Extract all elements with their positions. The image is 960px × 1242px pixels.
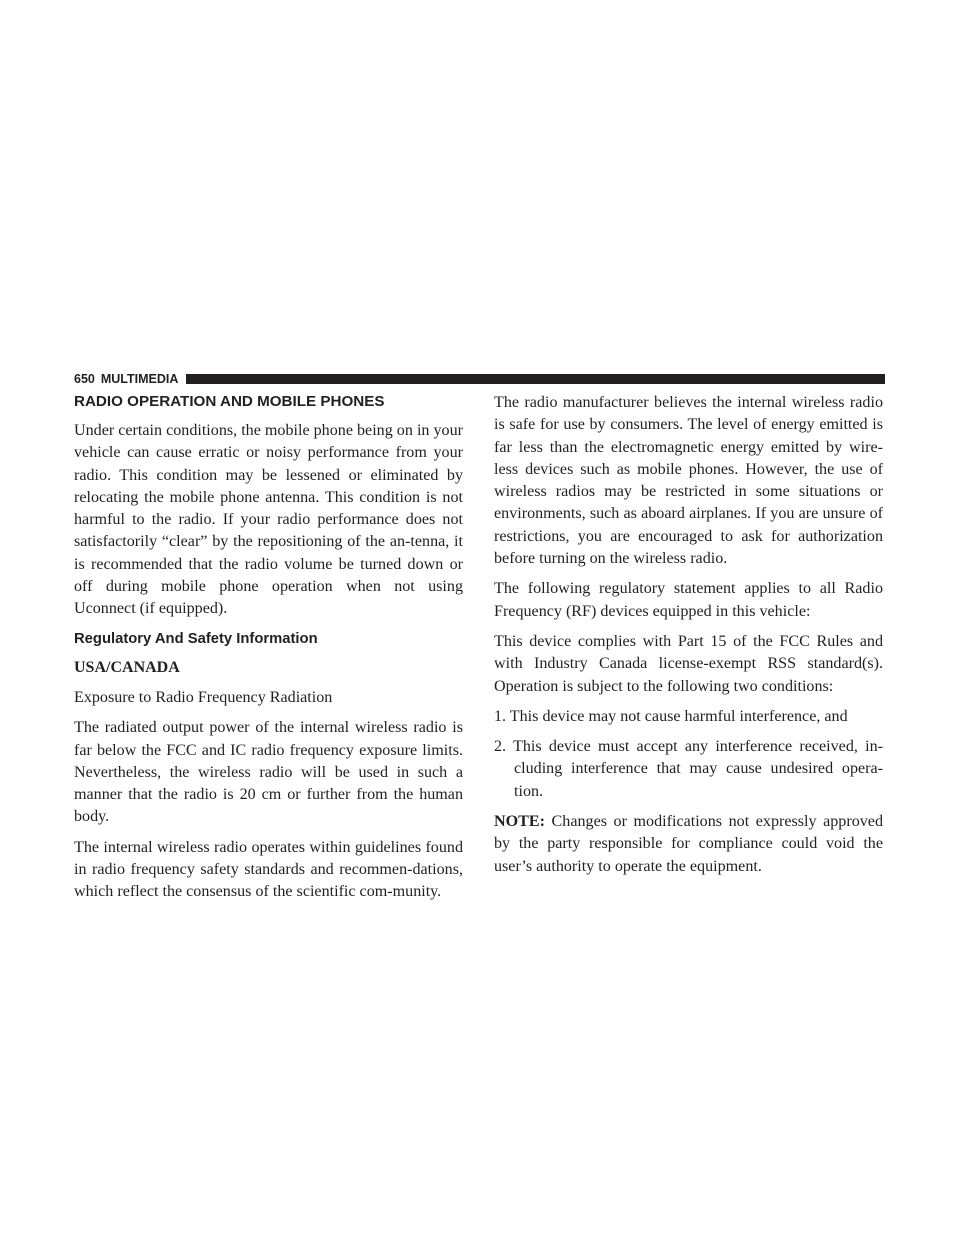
section-name: MULTIMEDIA bbox=[100, 372, 179, 386]
subsection-title: Regulatory And Safety Information bbox=[74, 630, 318, 647]
compliance-paragraph: This device complies with Part 15 of the FCC Rules and with Industry Canada license-exempt RSS standard(s). Operation is subject to the following two conditions: bbox=[494, 632, 883, 695]
note-paragraph bbox=[494, 811, 883, 878]
page-number: 650 bbox=[74, 372, 95, 386]
note-label: NOTE: bbox=[494, 813, 545, 831]
page-header bbox=[74, 372, 885, 386]
manufacturer-paragraph: The radio manufacturer believes the internal wireless radio is safe for use by consumers. The level of energy emitted is far less than the electromagnetic energy emitted by wire-less devices such as mobile phones. However, the use of wireless radios may be restricted in some situations or environments, such as aboard airplanes. If you are unsure of restrictions, you are encouraged to ask for authorization before turning on the wireless radio. bbox=[494, 394, 883, 568]
guidelines-paragraph: The internal wireless radio operates within guidelines found in radio frequency safety standards and recommen-dations, which reflect the consensus of the scientific com-munity. bbox=[74, 838, 463, 901]
list-item: 1. This device may not cause harmful interference, and bbox=[494, 707, 848, 725]
statement-intro: The following regulatory statement applies to all Radio Frequency (RF) devices equipped in this vehicle: bbox=[494, 580, 883, 620]
right-column bbox=[494, 392, 883, 886]
section-title: RADIO OPERATION AND MOBILE PHONES bbox=[74, 393, 385, 410]
conditions-list bbox=[494, 706, 883, 803]
intro-paragraph: Under certain conditions, the mobile phone being on in your vehicle can cause erratic or noisy performance from your radio. This condition may be lessened or eliminated by relocating the mobile phone antenna. This condition is not harmful to the radio. If your radio performance does not satisfactorily “clear” by the repositioning of the an-tenna, it is recommended that the radio volume be turned down or off during mobile phone operation when not using Uconnect (if equipped). bbox=[74, 422, 463, 618]
exposure-heading: Exposure to Radio Frequency Radiation bbox=[74, 688, 333, 706]
list-item: 2. This device must accept any interference received, in-cluding interference that may cause undesired opera-tion. bbox=[494, 738, 883, 800]
left-column bbox=[74, 392, 463, 912]
region-heading: USA/CANADA bbox=[74, 658, 180, 676]
header-rule bbox=[186, 374, 885, 384]
exposure-paragraph: The radiated output power of the internal wireless radio is far below the FCC and IC radio frequency exposure limits. Nevertheless, the wireless radio will be used in such a manner that the radio is 20 cm or further from the human body. bbox=[74, 719, 463, 826]
note-text: Changes or modifications not expressly approved by the party responsible for compliance could void the user’s authority to operate the equipment. bbox=[494, 813, 883, 875]
